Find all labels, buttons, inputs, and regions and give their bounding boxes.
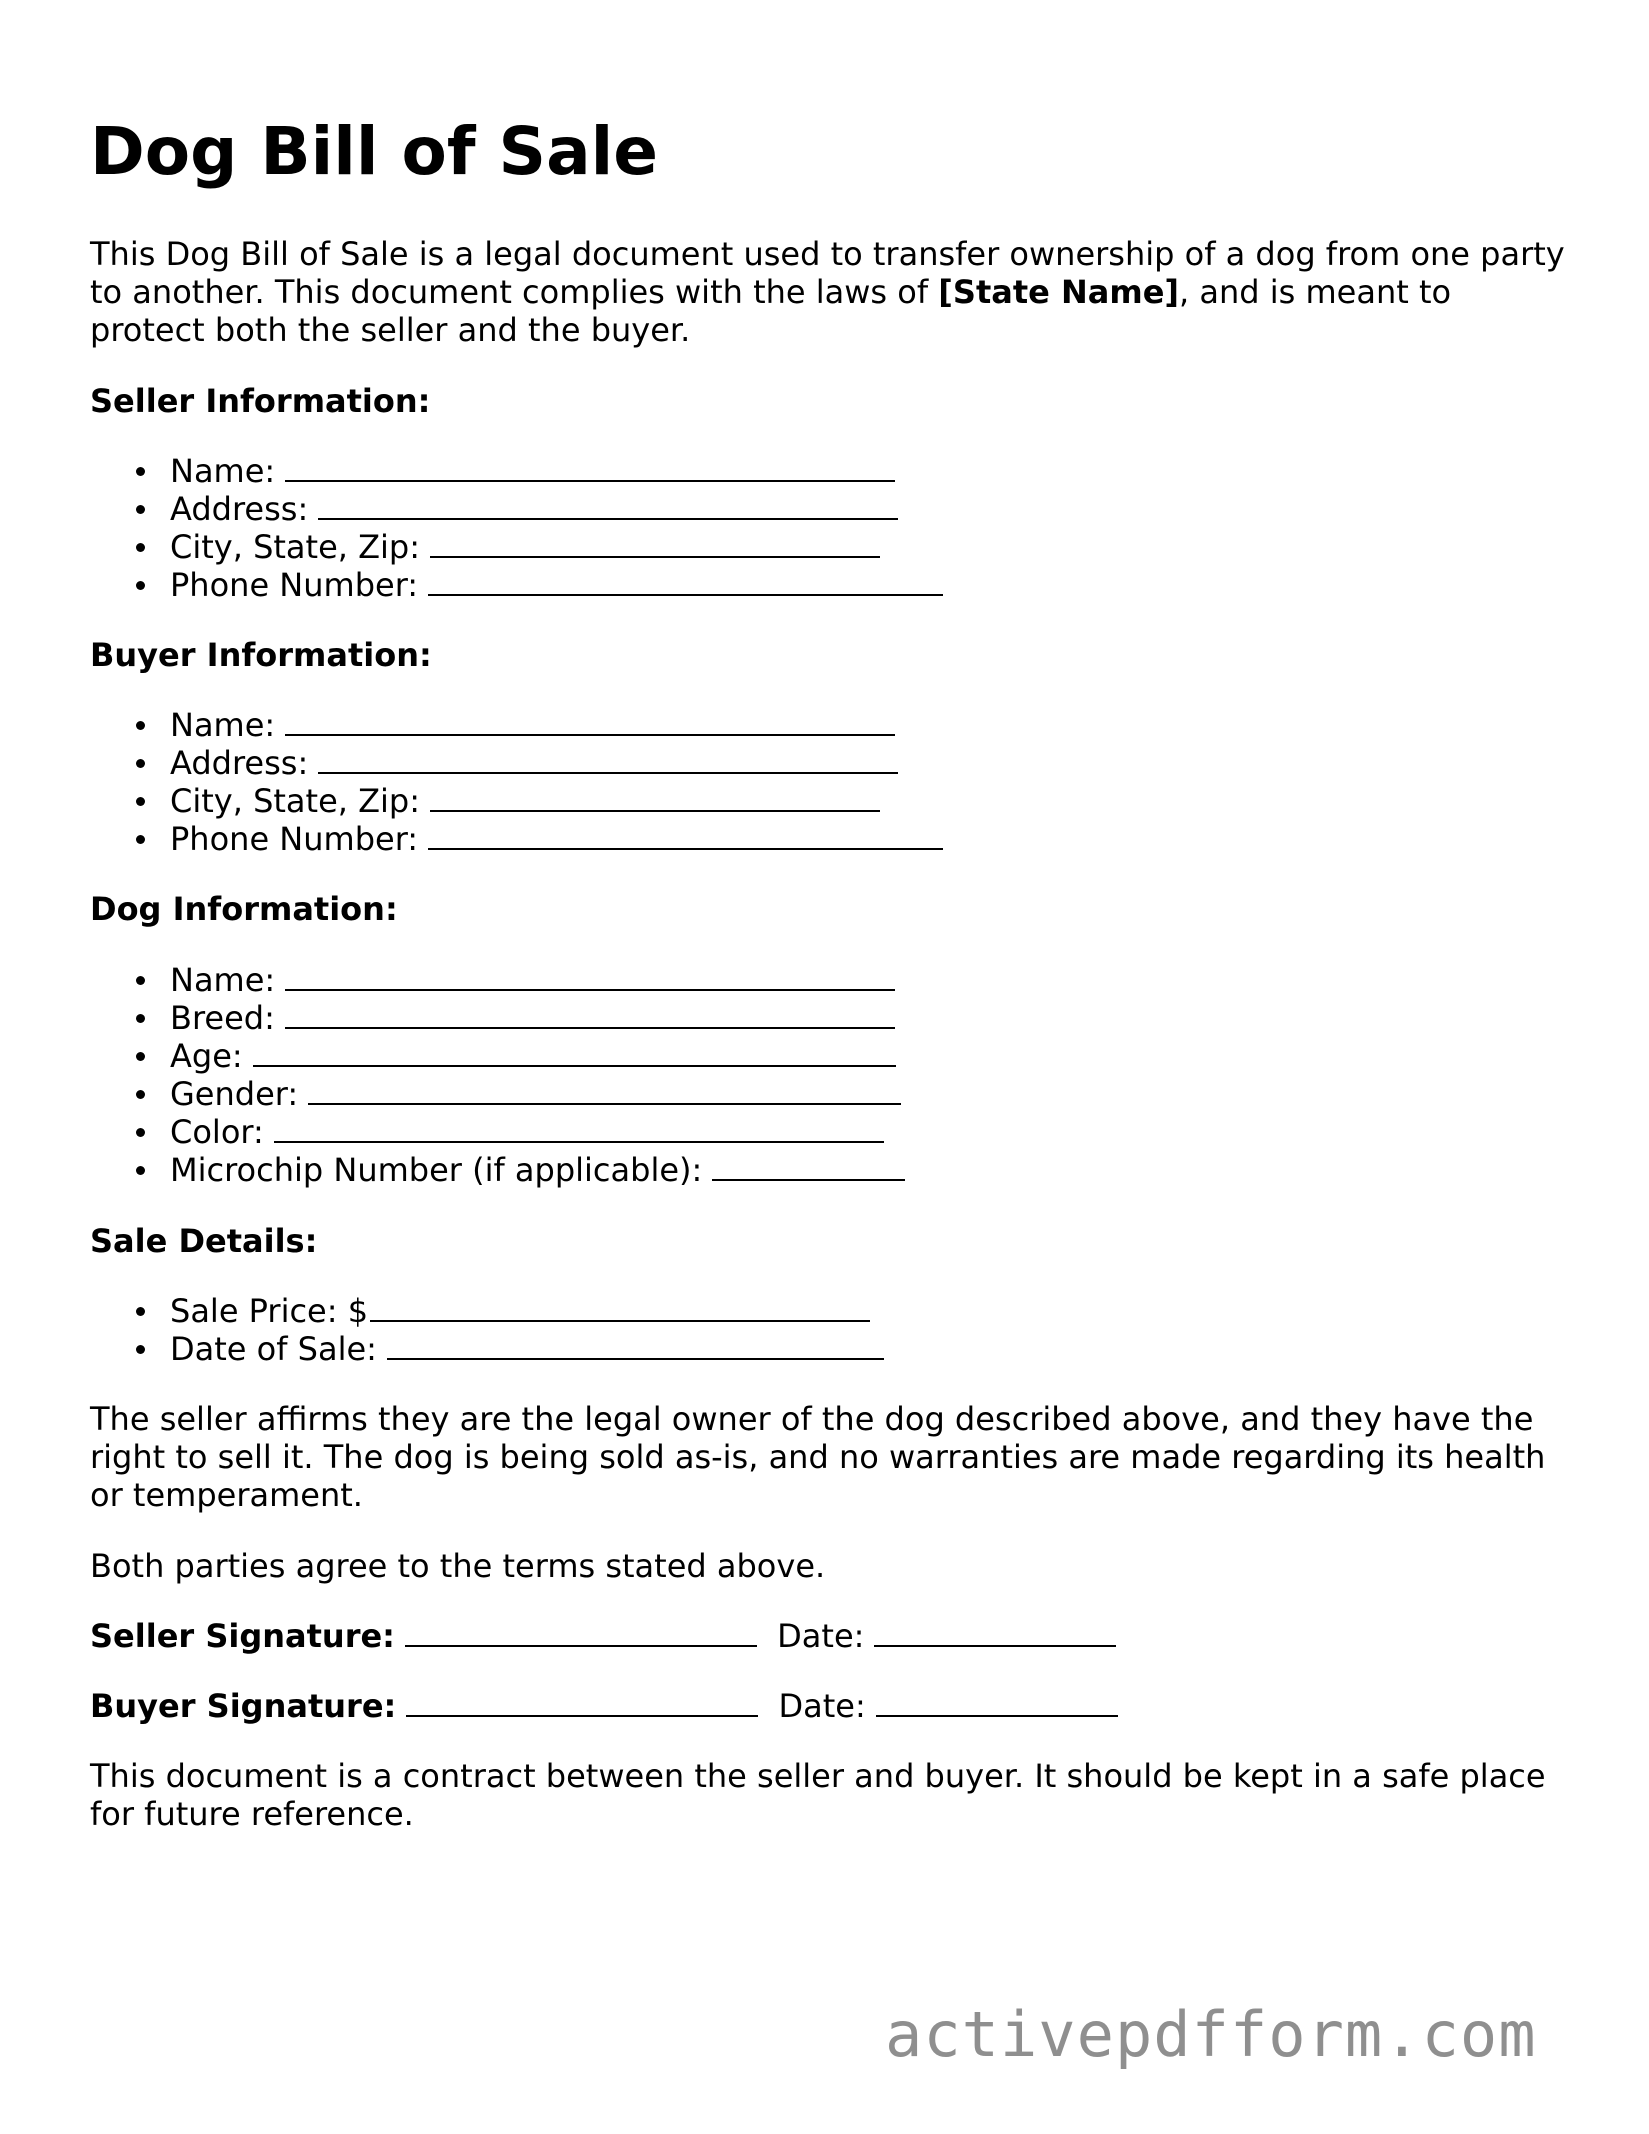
affirmation-paragraph: The seller affirms they are the legal owner of the dog described above, and they have the right to sell it. The dog is being sold as-is, and no warranties are made regarding its health or temperament.	[90, 1400, 1546, 1514]
seller-phone-field[interactable]	[428, 567, 943, 596]
dog-gender-field[interactable]	[308, 1076, 901, 1105]
seller-signature-field[interactable]	[405, 1618, 757, 1647]
buyer-signature-field[interactable]	[406, 1688, 758, 1717]
seller-name-field[interactable]	[285, 453, 895, 482]
sale-price-item: Sale Price: $	[90, 1292, 884, 1330]
dog-color-item: Color:	[90, 1113, 905, 1151]
seller-signature-line	[90, 1617, 1116, 1655]
document-title: Dog Bill of Sale	[90, 113, 658, 190]
seller-city-state-zip-field[interactable]	[430, 529, 880, 558]
seller-date-field[interactable]	[874, 1618, 1116, 1647]
dog-info-list	[90, 961, 905, 1189]
seller-address-item: Address:	[90, 490, 943, 528]
seller-info-heading: Seller Information:	[90, 382, 431, 420]
sale-price-field[interactable]	[370, 1293, 870, 1322]
seller-phone-item: Phone Number:	[90, 566, 943, 604]
seller-info-list	[90, 452, 943, 604]
agreement-paragraph: Both parties agree to the terms stated above.	[90, 1547, 826, 1585]
seller-city-state-zip-item: City, State, Zip:	[90, 528, 943, 566]
dog-gender-item: Gender:	[90, 1075, 905, 1113]
buyer-address-item: Address:	[90, 744, 943, 782]
dog-microchip-field[interactable]	[712, 1152, 905, 1181]
sale-date-field[interactable]	[387, 1331, 884, 1360]
seller-name-item: Name:	[90, 452, 943, 490]
buyer-name-item: Name:	[90, 706, 943, 744]
dog-age-field[interactable]	[253, 1038, 896, 1067]
buyer-date-label: Date:	[778, 1687, 866, 1725]
buyer-phone-item: Phone Number:	[90, 820, 943, 858]
watermark-text: activepdfform.com	[885, 1998, 1537, 2071]
sale-details-list	[90, 1292, 884, 1368]
seller-date-label: Date:	[777, 1617, 865, 1655]
dog-name-field[interactable]	[285, 962, 895, 991]
seller-address-field[interactable]	[318, 491, 898, 520]
buyer-address-field[interactable]	[318, 745, 898, 774]
buyer-phone-field[interactable]	[428, 821, 943, 850]
buyer-city-state-zip-item: City, State, Zip:	[90, 782, 943, 820]
dog-color-field[interactable]	[274, 1114, 884, 1143]
buyer-info-list	[90, 706, 943, 858]
buyer-name-field[interactable]	[285, 707, 895, 736]
intro-paragraph: This Dog Bill of Sale is a legal document used to transfer ownership of a dog from one party to another. This document complies with the laws of [State Name], and is meant to protect both the seller and the buyer.	[90, 235, 1565, 349]
dog-microchip-item: Microchip Number (if applicable):	[90, 1151, 905, 1189]
sale-date-item: Date of Sale:	[90, 1330, 884, 1368]
buyer-signature-line	[90, 1687, 1118, 1725]
dog-info-heading: Dog Information:	[90, 890, 398, 928]
buyer-city-state-zip-field[interactable]	[430, 783, 880, 812]
buyer-date-field[interactable]	[876, 1688, 1118, 1717]
dog-breed-field[interactable]	[285, 1000, 895, 1029]
dog-breed-item: Breed:	[90, 999, 905, 1037]
buyer-info-heading: Buyer Information:	[90, 636, 432, 674]
buyer-signature-label: Buyer Signature:	[90, 1687, 397, 1725]
state-name-placeholder: [State Name]	[938, 273, 1180, 311]
closing-paragraph: This document is a contract between the seller and buyer. It should be kept in a safe place for future reference.	[90, 1757, 1546, 1833]
seller-signature-label: Seller Signature:	[90, 1617, 395, 1655]
dog-age-item: Age:	[90, 1037, 905, 1075]
dog-name-item: Name:	[90, 961, 905, 999]
sale-details-heading: Sale Details:	[90, 1222, 318, 1260]
